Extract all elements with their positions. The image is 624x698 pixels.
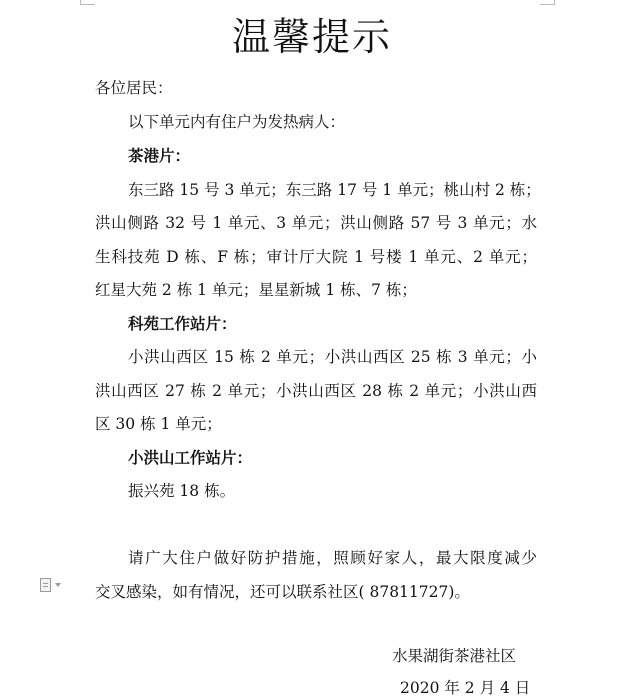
section-heading-keyuan: 科苑工作站片： xyxy=(128,314,237,333)
document-date: 2020 年 2 月 4 日 xyxy=(400,679,531,697)
document-options-icon[interactable] xyxy=(40,578,64,592)
document-title: 温馨提示 xyxy=(231,15,392,59)
section-line: 东三路 15 号 3 单元；东三路 17 号 1 单元；桃山村 2 栋； xyxy=(128,181,541,199)
chevron-down-icon xyxy=(55,583,61,587)
signature: 水果湖街茶港社区 xyxy=(392,647,517,665)
section-line: 小洪山西区 15 栋 2 单元；小洪山西区 25 栋 3 单元；小 xyxy=(128,348,537,366)
section-heading-chagang: 茶港片： xyxy=(128,146,191,165)
crop-mark-left xyxy=(80,0,95,5)
section-line: 洪山西区 27 栋 2 单元；小洪山西区 28 栋 2 单元；小洪山西 xyxy=(95,382,537,400)
advice-line: 请广大住户做好防护措施，照顾好家人，最大限度减少 xyxy=(128,549,537,567)
salutation: 各位居民： xyxy=(95,79,173,97)
intro-text: 以下单元内有住户为发热病人： xyxy=(128,113,346,131)
advice-line: 交叉感染，如有情况，还可以联系社区( 87811727)。 xyxy=(95,583,470,601)
section-line: 振兴苑 18 栋。 xyxy=(128,482,236,500)
section-line: 红星大苑 2 栋 1 单元；星星新城 1 栋、7 栋； xyxy=(95,281,417,299)
section-line: 洪山侧路 32 号 1 单元、3 单元；洪山侧路 57 号 3 单元；水 xyxy=(95,214,537,232)
section-heading-xiaohongshan: 小洪山工作站片： xyxy=(128,448,253,467)
document-sheet-icon xyxy=(40,578,51,592)
section-line: 生科技苑 D 栋、F 栋；审计厅大院 1 号楼 1 单元、2 单元； xyxy=(95,248,537,266)
crop-mark-right xyxy=(540,0,555,5)
section-line: 区 30 栋 1 单元； xyxy=(95,415,222,433)
